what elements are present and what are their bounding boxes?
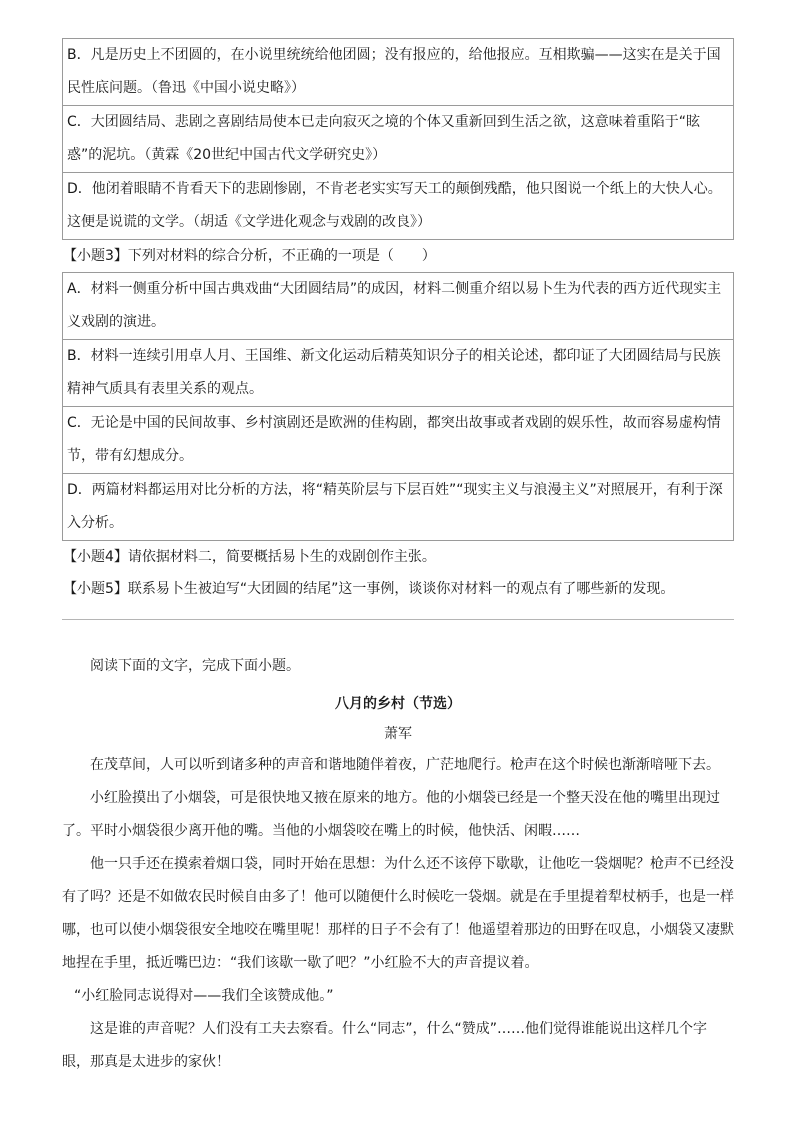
section-divider <box>62 619 734 620</box>
passage-author: 萧军 <box>384 726 412 742</box>
q3-option-a[interactable]: A．材料一侧重分析中国古典戏曲“大团圆结局”的成因，材料二侧重介绍以易卜生为代表的西方近代现实主义戏剧的演进。 <box>62 272 734 340</box>
q3-option-c[interactable]: C．无论是中国的民间故事、乡村演剧还是欧洲的佳构剧，都突出故事或者戏剧的娱乐性，故而容易虚构情节，带有幻想成分。 <box>62 407 734 474</box>
q3-option-b[interactable]: B．材料一连续引用卓人月、王国维、新文化运动后精英知识分子的相关论述，都印证了大团圆结局与民族精神气质具有表里关系的观点。 <box>62 340 734 407</box>
question-3-options <box>62 272 734 541</box>
question-2-options <box>62 38 734 240</box>
question-3-stem: 【小题3】下列对材料的综合分析，不正确的一项是（ ） <box>63 248 436 264</box>
page <box>62 38 734 1079</box>
passage-paragraph: 他一只手还在摸索着烟口袋，同时开始在思想：为什么还不该停下歇歇，让他吃一袋烟呢？枪声不已经没有了吗？还是不如做农民时候自由多了！他可以随便什么时候吃一袋烟。就是在手里提着犁杖柄手，也是一样哪，也可以使小烟袋很安全地咬在嘴里呢！那样的日子不会有了！他遥望着那边的田野在叹息，小烟袋又凄默地捏在手里，抵近嘴巴边：“我们该歇一歇了吧？”小红脸不大的声音提议着。 <box>62 856 734 971</box>
q2-option-d[interactable]: D．他闭着眼睛不肯看天下的悲剧惨剧，不肯老老实实写天工的颠倒残酷，他只图说一个纸上的大快人心。这便是说谎的文学。（胡适《文学进化观念与戏剧的改良》） <box>62 173 734 240</box>
passage-paragraph: 小红脸摸出了小烟袋，可是很快地又掖在原来的地方。他的小烟袋已经是一个整天没在他的嘴里出现过了。平时小烟袋很少离开他的嘴。当他的小烟袋咬在嘴上的时候，他快活、闲暇…… <box>62 790 720 839</box>
passage-paragraph: 这是谁的声音呢？人们没有工夫去察看。什么“同志”，什么“赞成”……他们觉得谁能说出这样几个字眼，那真是太进步的家伙！ <box>62 1021 708 1070</box>
question-5: 【小题5】联系易卜生被迫写“大团圆的结尾”这一事例，谈谈你对材料一的观点有了哪些新的发现。 <box>63 581 675 597</box>
passage-title: 八月的乡村（节选） <box>335 696 461 712</box>
passage-paragraph: 在茂草间，人可以听到诸多种的声音和谐地随伴着夜，广茫地爬行。枪声在这个时候也渐渐喑哑下去。 <box>90 757 720 773</box>
reading-instruction: 阅读下面的文字，完成下面小题。 <box>90 658 300 674</box>
passage-quote: “小红脸同志说得对——我们全该赞成他。” <box>74 988 334 1004</box>
reading-passage <box>62 650 734 1079</box>
q2-option-b[interactable]: B．凡是历史上不团圆的，在小说里统统给他团圆；没有报应的，给他报应。互相欺骗——这实在是关于国民性底问题。（鲁迅《中国小说史略》） <box>62 38 734 106</box>
q3-option-d[interactable]: D．两篇材料都运用对比分析的方法，将“精英阶层与下层百姓”“现实主义与浪漫主义”对照展开，有利于深入分析。 <box>62 474 734 541</box>
q2-option-c[interactable]: C．大团圆结局、悲剧之喜剧结局使本已走向寂灭之境的个体又重新回到生活之欲，这意味着重陷于“眩惑”的泥坑。（黄霖《20世纪中国古代文学研究史》） <box>62 106 734 173</box>
question-4: 【小题4】请依据材料二，简要概括易卜生的戏剧创作主张。 <box>63 549 436 565</box>
